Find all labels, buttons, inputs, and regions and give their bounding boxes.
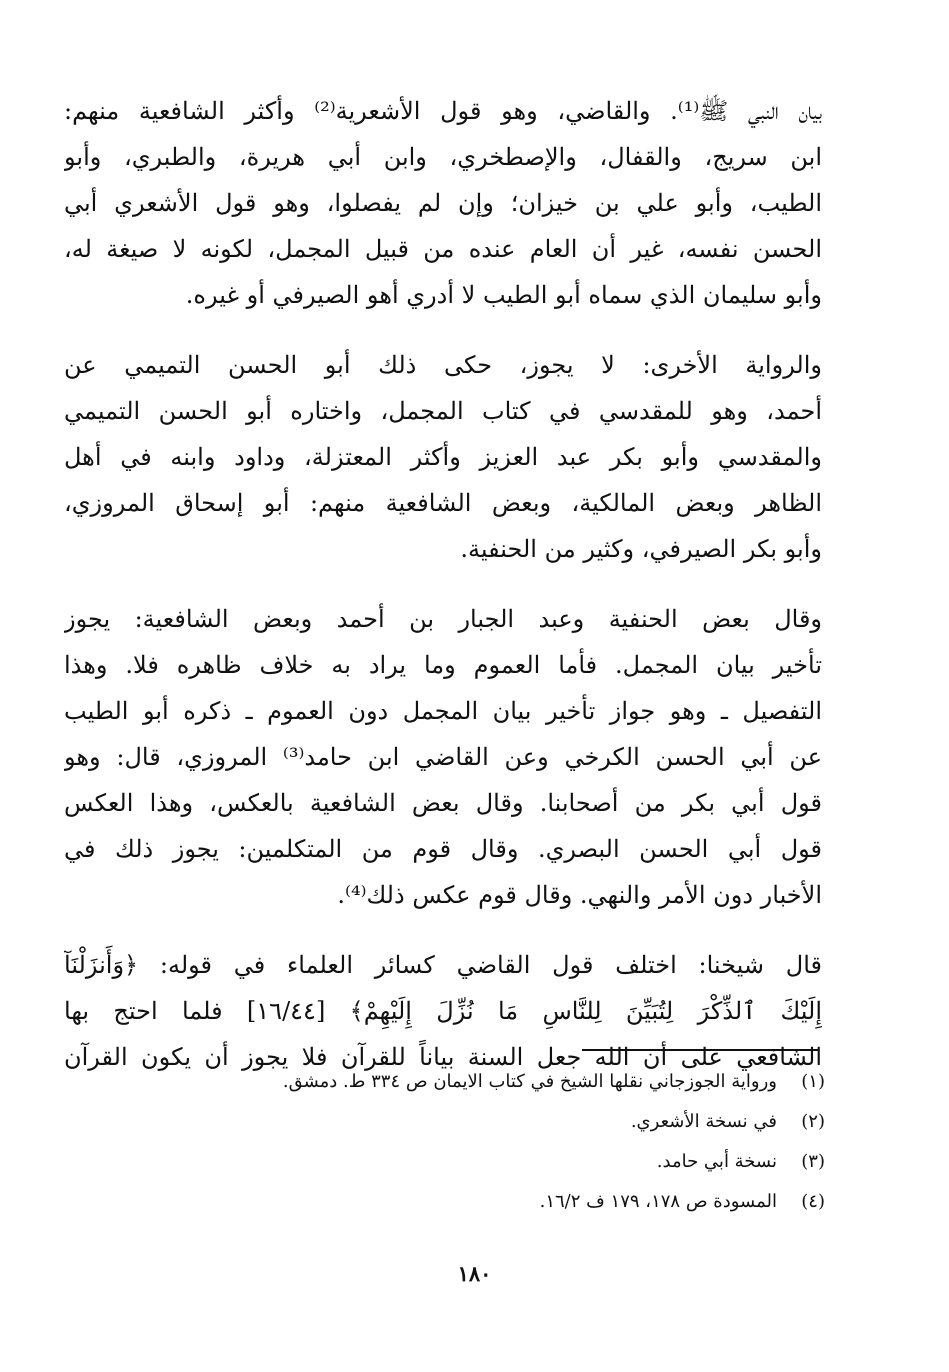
footnote-text: ورواية الجوزجاني نقلها الشيخ في كتاب الايمان ص ٣٣٤ ط. دمشق.	[282, 1071, 777, 1092]
text-line: قال شيخنا: اختلف قول القاضي كسائر العلماء في قوله: ﴿وَأَنزَلْنَآ	[64, 951, 822, 979]
footnote-text: المسودة ص ١٧٨، ١٧٩ ف ١٦/٢.	[539, 1191, 777, 1212]
text-line: وأبو بكر الصيرفي، وكثير من الحنفية.	[460, 535, 822, 563]
footnote-text: في نسخة الأشعري.	[630, 1111, 777, 1132]
text-line: الحسن نفسه، غير أن العام عنده من قبيل المجمل، لكونه لا صيغة له،	[64, 235, 822, 263]
text-line: التفصيل ـ وهو جواز تأخير بيان المجمل دون العموم ـ ذكره أبو الطيب	[64, 697, 822, 725]
text-line: أحمد، وهو للمقدسي في كتاب المجمل، واختاره أبو الحسن التميمي	[64, 397, 822, 425]
footnote-4	[185, 1182, 825, 1222]
quran-verse-line: إِلَيْكَ ٱلذِّكْرَ لِتُبَيِّنَ لِلنَّاسِ مَا نُزِّلَ إِلَيْهِمْ﴾ [١٦/٤٤] فلما احتج بها	[64, 997, 822, 1025]
footnote-2	[185, 1102, 825, 1142]
text-line: قول أبي بكر من أصحابنا. وقال بعض الشافعية بالعكس، وهذا العكس	[64, 789, 822, 817]
footnote-number: (١)	[801, 1071, 825, 1092]
paragraph-3	[64, 596, 822, 918]
footnote-number: (٤)	[801, 1191, 825, 1212]
text-line: الطيب، وأبو علي بن خيزان؛ وإن لم يفصلوا، وهو قول الأشعري أبي	[64, 189, 822, 217]
text-line: الظاهر وبعض المالكية، وبعض الشافعية منهم: أبو إسحاق المروزي،	[64, 489, 822, 517]
footnote-3	[185, 1142, 825, 1182]
text-line: بيان النبي ﷺ⁽¹⁾. والقاضي، وهو قول الأشعرية⁽²⁾ وأكثر الشافعية منهم:	[64, 97, 822, 125]
text-line: وأبو سليمان الذي سماه أبو الطيب لا أدري أهو الصيرفي أو غيره.	[185, 281, 822, 309]
footnote-number: (٣)	[801, 1151, 825, 1172]
footnotes	[185, 1062, 825, 1222]
text-line: ابن سريج، والقفال، والإصطخري، وابن أبي هريرة، والطبري، وأبو	[64, 143, 822, 171]
footnote-1	[185, 1062, 825, 1102]
paragraph-1	[64, 88, 822, 318]
text-line: الأخبار دون الأمر والنهي. وقال قوم عكس ذلك⁽⁴⁾.	[337, 881, 822, 909]
text-line: والمقدسي وأبو بكر عبد العزيز وأكثر المعتزلة، وداود وابنه في أهل	[64, 443, 822, 471]
page-number: ١٨٠	[457, 1261, 492, 1286]
text-line: الشافعي على أن الله جعل السنة بياناً للقرآن فلا يجوز أن يكون القرآن	[64, 1043, 822, 1071]
text-line: عن أبي الحسن الكرخي وعن القاضي ابن حامد⁽³⁾ المروزي، قال: وهو	[64, 743, 822, 771]
main-text	[64, 88, 822, 1104]
paragraph-4	[64, 942, 822, 1080]
footnote-divider	[582, 1049, 818, 1051]
text-line: وقال بعض الحنفية وعبد الجبار بن أحمد وبعض الشافعية: يجوز	[64, 605, 822, 633]
text-line: قول أبي الحسن البصري. وقال قوم من المتكلمين: يجوز ذلك في	[64, 835, 822, 863]
text-line: والرواية الأخرى: لا يجوز، حكى ذلك أبو الحسن التميمي عن	[64, 351, 822, 379]
footnote-text: نسخة أبي حامد.	[656, 1151, 777, 1172]
footnote-number: (٢)	[801, 1111, 825, 1132]
paragraph-2	[64, 342, 822, 572]
text-line: تأخير بيان المجمل. فأما العموم وما يراد به خلاف ظاهره فلا. وهذا	[64, 651, 822, 679]
